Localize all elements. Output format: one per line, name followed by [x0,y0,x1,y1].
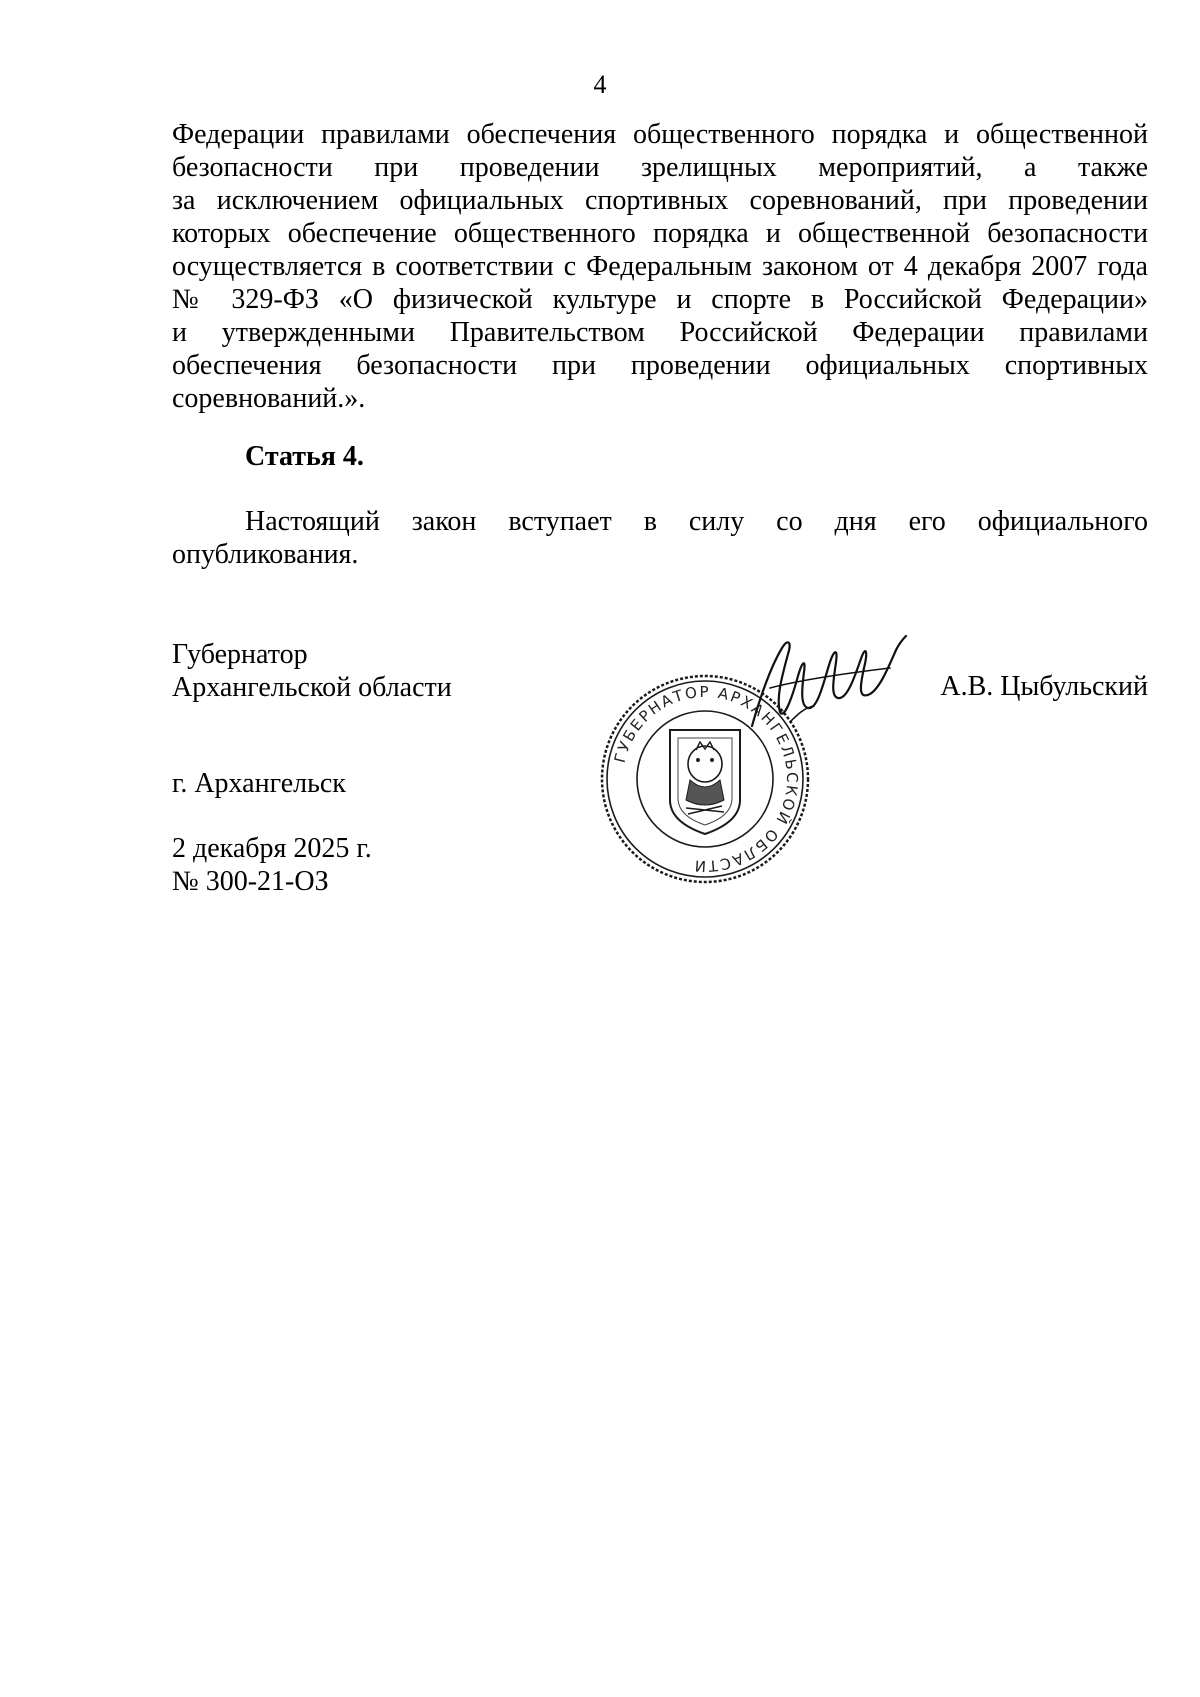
paragraph-line: осуществляется в соответствии с Федеральным законом от 4 декабря 2007 года [172,251,1148,282]
document-number: № 300-21-ОЗ [172,866,329,897]
article-heading: Статья 4. [245,441,364,472]
article-body [172,505,1148,571]
handwritten-signature-icon [740,628,920,738]
paragraph-line: обеспечения безопасности при проведении официальных спортивных [172,350,1148,381]
paragraph-line: № 329-ФЗ «О физической культуре и спорте в Российской Федерации» [172,284,1148,315]
document-date: 2 декабря 2025 г. [172,833,372,864]
seal-ring-text: ГУБЕРНАТОР АРХАНГЕЛЬСКОЙ ОБЛАСТИ [610,682,802,876]
signer-position-line: Архангельской области [172,672,452,703]
paragraph-line: за исключением официальных спортивных соревнований, при проведении [172,185,1148,216]
date-number-block [172,832,372,898]
paragraph-last-line: соревнований.». [172,383,366,414]
paragraph-line: Федерации правилами обеспечения общественного порядка и общественной [172,119,1148,150]
signer-name: А.В. Цыбульский [940,671,1148,702]
signer-position-line: Губернатор [172,639,308,670]
paragraph-line: которых обеспечение общественного порядка и общественной безопасности [172,218,1148,249]
paragraph-line: и утвержденными Правительством Российской Федерации правилами [172,317,1148,348]
page-number: 4 [593,70,607,99]
city: г. Архангельск [172,768,346,799]
paragraph-line: безопасности при проведении зрелищных мероприятий, а также [172,152,1148,183]
paragraph-continuation [172,118,1148,415]
article-body-line: Настоящий закон вступает в силу со дня его официального [245,506,1148,537]
article-body-last-line: опубликования. [172,539,359,570]
signer-position [172,638,452,704]
